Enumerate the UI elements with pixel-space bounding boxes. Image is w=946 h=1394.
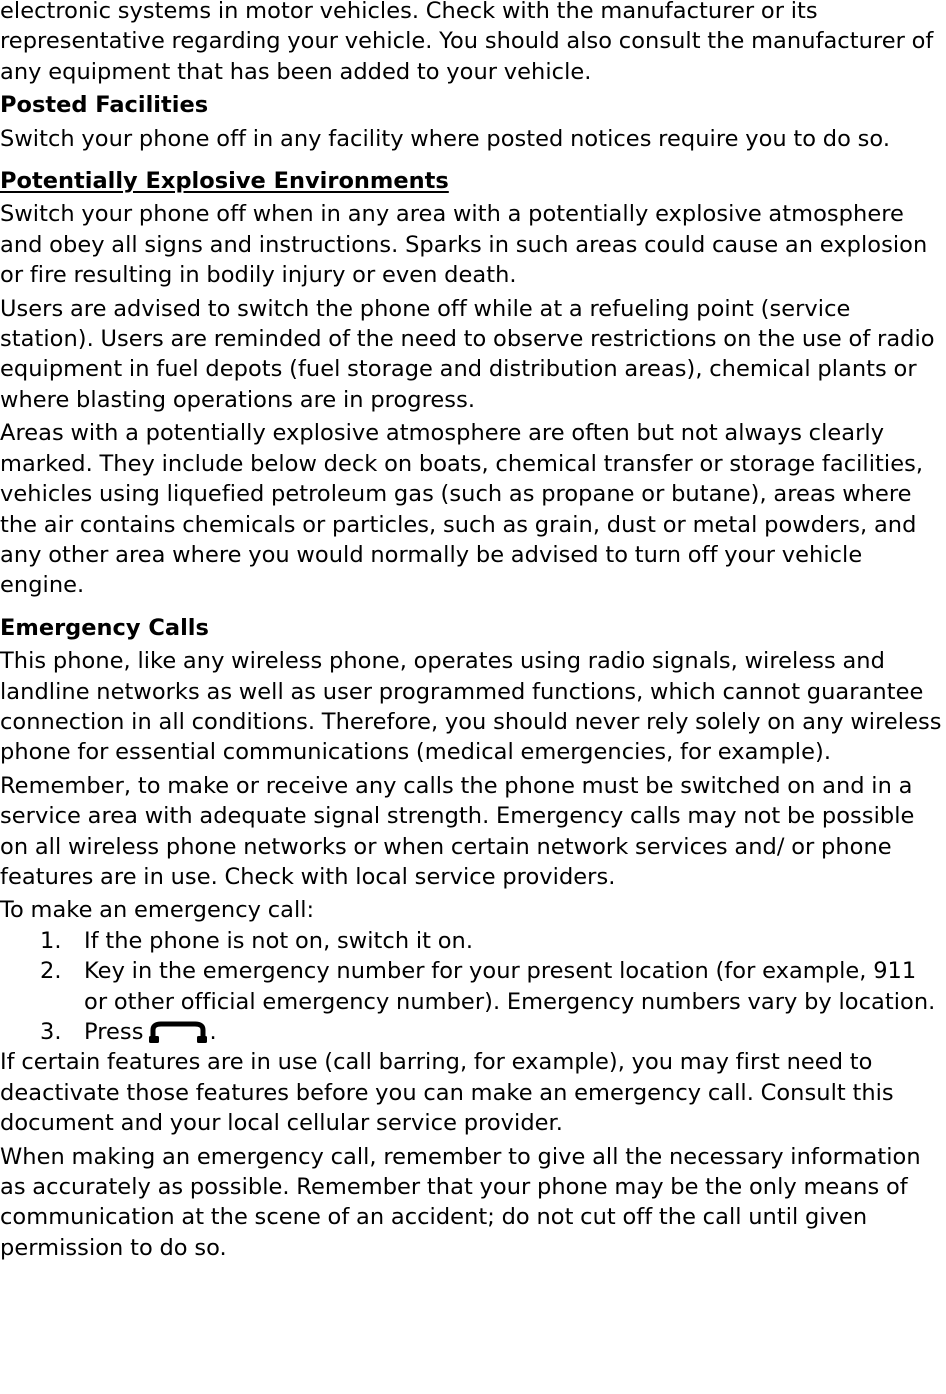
emergency-paragraph-1: This phone, like any wireless phone, operates using radio signals, wireless and landline networks as well as user programmed functions, which cannot guarantee connection in all conditions. Therefore, you should never rely solely on any wireless phone for essential communications (medical emergencies, for example). <box>0 648 942 766</box>
step-text: If the phone is not on, switch it on. <box>84 927 474 954</box>
call-key-icon <box>147 1020 209 1042</box>
emergency-paragraph-3: If certain features are in use (call barring, for example), you may first need to deactivate those features before you can make an emergency call. Consult this document and your local cellular service provider. <box>0 1049 894 1137</box>
list-item <box>0 926 946 956</box>
step-text: Press <box>84 1019 144 1045</box>
emergency-paragraph-4: When making an emergency call, remember to give all the necessary information as accurately as possible. Remember that your phone may be the only means of communication at the scene of an accident; do not cut off the call until given permission to do so. <box>0 1143 921 1261</box>
list-item <box>0 1017 946 1047</box>
posted-facilities-heading: Posted Facilities <box>0 92 209 119</box>
intro-paragraph: electronic systems in motor vehicles. Check with the manufacturer or its representative regarding your vehicle. You should also consult the manufacturer of any equipment that has been added to your vehicle. <box>0 0 934 85</box>
explosive-paragraph-2: Users are advised to switch the phone off while at a refueling point (service station). Users are reminded of the need to observe restrictions on the use of radio equipment in fuel depots (fuel storage and distribution areas), chemical plants or where blasting operations are in progress. <box>0 295 935 413</box>
emergency-steps-list <box>0 926 946 1048</box>
step-number: 2. <box>40 958 62 985</box>
step-text: Key in the emergency number for your present location (for example, 911 or other official emergency number). Emergency numbers vary by location. <box>84 958 936 1015</box>
step-suffix: . <box>209 1019 217 1045</box>
explosive-environments-heading: Potentially Explosive Environments <box>0 168 449 195</box>
emergency-calls-heading: Emergency Calls <box>0 614 209 641</box>
step-number: 1. <box>40 927 62 954</box>
steps-intro: To make an emergency call: <box>0 897 315 924</box>
explosive-paragraph-1: Switch your phone off when in any area with a potentially explosive atmosphere and obey all signs and instructions. Sparks in such areas could cause an explosion or fire resulting in bodily injury or even death. <box>0 201 928 289</box>
list-item <box>0 956 946 1017</box>
posted-facilities-paragraph: Switch your phone off in any facility where posted notices require you to do so. <box>0 125 891 152</box>
emergency-paragraph-2: Remember, to make or receive any calls the phone must be switched on and in a service area with adequate signal strength. Emergency calls may not be possible on all wireless phone networks or when certain network services and/ or phone features are in use. Check with local service providers. <box>0 772 915 890</box>
step-number: 3. <box>40 1019 62 1045</box>
explosive-paragraph-3: Areas with a potentially explosive atmosphere are often but not always clearly marked. They include below deck on boats, chemical transfer or storage facilities, vehicles using liquefied petroleum gas (such as propane or butane), areas where the air contains chemicals or particles, such as grain, dust or metal powders, and any other area where you would normally be advised to turn off your vehicle engine. <box>0 420 924 599</box>
